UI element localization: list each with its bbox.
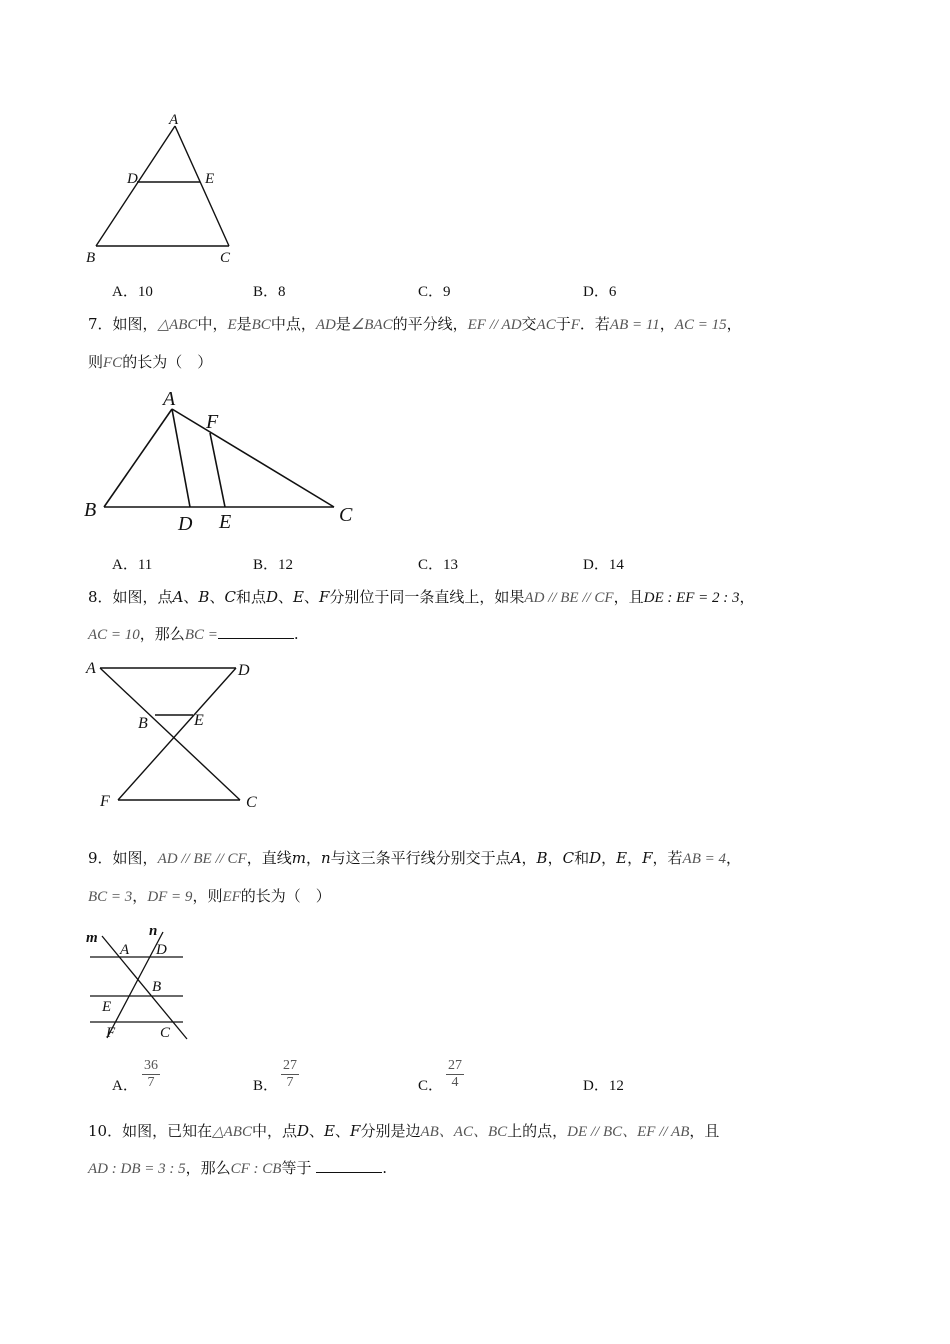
- q9-label-D: D: [156, 942, 167, 958]
- q8-label-E: E: [194, 712, 204, 729]
- q9-label-A: A: [120, 942, 130, 958]
- q9-option-c-fraction: $\frac{27}{4}$: [448, 1058, 462, 1090]
- q8-label-C: C: [246, 794, 257, 811]
- q6-label-C: C: [220, 250, 231, 266]
- q8-question-line1: 8．如图，点A、B、C和点D、E、F分别位于同一条直线上，如果AD // BE // CF，且DE : EF = 2 : 3，: [88, 588, 755, 606]
- q7-label-F: F: [206, 411, 219, 433]
- q7-triangle-figure: [80, 385, 370, 535]
- q6-option-a[interactable]: A．10: [112, 284, 153, 300]
- q9-label-E: E: [102, 999, 112, 1015]
- q7-label-E: E: [219, 511, 232, 533]
- q10-answer-blank[interactable]: [316, 1158, 382, 1173]
- q7-option-d[interactable]: D．14: [583, 557, 624, 573]
- q6-label-B: B: [86, 250, 96, 266]
- q9-label-C: C: [160, 1025, 171, 1041]
- q10-question-line2: AD : DB = 3 : 5，那么CF : CB等于 .: [88, 1159, 388, 1177]
- q9-label-m: m: [86, 930, 98, 946]
- q9-option-a-fraction: $\frac{36}{7}$: [144, 1058, 158, 1090]
- q9-option-b-fraction: $\frac{27}{7}$: [283, 1058, 297, 1090]
- q9-question-line2: BC = 3，DF = 9，则EF的长为（ ）: [88, 887, 331, 905]
- q8-answer-blank[interactable]: [218, 624, 294, 639]
- q8-question-line2: AC = 10，那么BC = .: [88, 625, 299, 643]
- q6-option-d[interactable]: D．6: [583, 284, 617, 300]
- q9-parallel-lines-figure: [80, 920, 200, 1045]
- q8-label-F: F: [100, 793, 110, 810]
- q6-triangle-figure: [80, 105, 250, 270]
- q7-question-line2: 则FC的长为（ ）: [88, 353, 213, 371]
- q8-hourglass-figure: [80, 655, 270, 815]
- q8-label-A: A: [86, 660, 96, 677]
- q9-label-B: B: [152, 979, 162, 995]
- q7-label-D: D: [178, 513, 193, 535]
- q9-option-c[interactable]: C． $\frac{27}{4}$: [418, 1058, 462, 1094]
- q7-option-b[interactable]: B．12: [253, 557, 294, 573]
- q6-option-b[interactable]: B．8: [253, 284, 286, 300]
- q9-label-n: n: [149, 923, 158, 939]
- q8-label-B: B: [138, 715, 148, 732]
- q6-label-D: D: [127, 171, 138, 187]
- q9-option-a[interactable]: A． $\frac{36}{7}$: [112, 1058, 158, 1094]
- q6-option-c[interactable]: C．9: [418, 284, 451, 300]
- q8-label-D: D: [238, 662, 250, 679]
- q9-question-line1: 9．如图，AD // BE // CF，直线m，n与这三条平行线分别交于点A，B，C和D，E，F，若AB = 4，: [88, 849, 742, 867]
- q9-option-b[interactable]: B． $\frac{27}{7}$: [253, 1058, 297, 1094]
- q6-label-E: E: [205, 171, 215, 187]
- q7-question-line1: 7．如图，△ABC中，E是BC中点，AD是∠BAC的平分线，EF // AD交AC于F．若AB = 11，AC = 15，: [88, 315, 742, 333]
- q10-question-line1: 10．如图，已知在△ABC中，点D、E、F分别是边AB、AC、BC上的点，DE // BC、EF // AB，且: [88, 1122, 720, 1140]
- q9-option-d[interactable]: D．12: [583, 1078, 624, 1094]
- q7-label-A: A: [163, 388, 176, 410]
- q6-label-A: A: [169, 112, 179, 128]
- q7-label-C: C: [339, 504, 353, 526]
- q7-option-c[interactable]: C．13: [418, 557, 459, 573]
- q7-option-a[interactable]: A．11: [112, 557, 153, 573]
- q7-label-B: B: [84, 499, 97, 521]
- q9-label-F: F: [106, 1025, 116, 1041]
